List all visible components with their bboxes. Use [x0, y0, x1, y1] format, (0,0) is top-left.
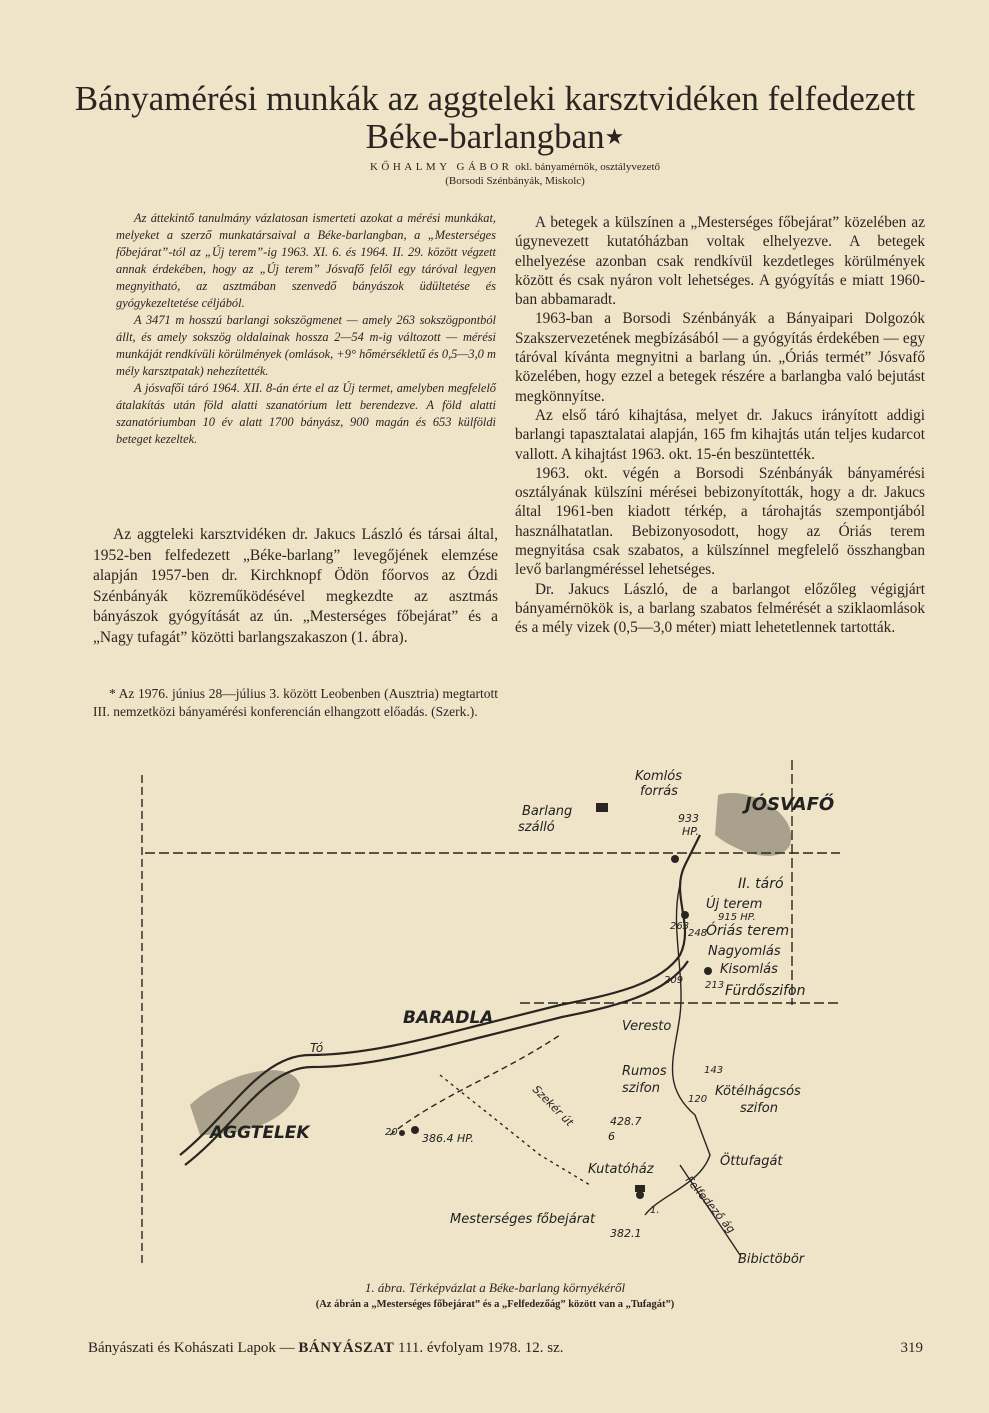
- page-number: 319: [900, 1340, 923, 1356]
- map-label-248: 248: [688, 928, 708, 939]
- node-point: [681, 911, 689, 919]
- map-label-kisomlas: Kisomlás: [720, 962, 778, 977]
- map-label-szifon-kotel: szifon: [740, 1101, 778, 1116]
- body-paragraph: Az aggteleki karsztvidéken dr. Jakucs László és társai által, 1952-ben felfedezett „Béke-barlang” levegőjének elemzése alapján 1957-ben dr. Kirchknopf Ödön főorvos az Ózdi Szénbányák közreműködésével megkezdte az asztmás bányászok gyógyítását az ún. „Mesterséges főbejárat” és a „Nagy tufagát” közötti barlangszakaszon (1. ábra).: [93, 526, 498, 646]
- map-label-furdoszifon: Fürdőszifon: [725, 983, 806, 999]
- map-label-120: 120: [688, 1094, 708, 1105]
- map-label-szallo: szálló: [518, 820, 555, 835]
- map-label-vereso: Veresto: [622, 1019, 672, 1034]
- author-name: KŐHALMY GÁBOR: [369, 161, 513, 173]
- map-label-aggtelek: AGGTELEK: [210, 1123, 310, 1143]
- map-label-hp: HP.: [682, 825, 699, 838]
- map-label-orias-terem: Óriás terem: [706, 923, 790, 939]
- journal-issue: 111. évfolyam 1978. 12. sz.: [398, 1340, 564, 1356]
- map-label-nagyomlas: Nagyomlás: [708, 944, 781, 959]
- figure-caption: [150, 1280, 840, 1310]
- map-label-hp386: 386.4 HP.: [422, 1132, 474, 1145]
- map-label-szifon-rumos: szifon: [622, 1081, 660, 1096]
- body-paragraph: Az első táró kihajtása, melyet dr. Jakucs irányított addigi barlangi tapasztalatai alapján, 165 fm kihajtás után teljes kudarcot vallott. A kihajtást 1963. okt. 15-én beszüntették.: [515, 406, 925, 463]
- node-point: [411, 1126, 419, 1134]
- map-label-bibictobor: Bibictöbör: [738, 1252, 805, 1267]
- body-paragraph: A betegek a külszínen a „Mesterséges főbejárat” közelében az úgynevezett kutatóházban voltak elhelyezve. A betegek elhelyezése azonban csak rendkívül kezdetleges körülmények között és csak nyáron volt lehetséges. A gyógyítás e miatt 1960-ban abbamaradt.: [515, 214, 925, 309]
- cave-map: [140, 755, 840, 1275]
- journal-line: [88, 1340, 564, 1357]
- map-label-hp428: 428.7: [610, 1115, 642, 1128]
- kutatohaz-marker: [635, 1185, 645, 1192]
- road-to-kutatohaz: [440, 1075, 590, 1185]
- footnote-text: * Az 1976. június 28—július 3. között Leobenben (Ausztria) megtartott III. nemzetközi bányamérési konferencián elhangzott előadás. (Szerk.).: [93, 686, 498, 719]
- journal-section: BÁNYÁSZAT: [298, 1340, 395, 1356]
- title-line-1: Bányamérési munkák az aggteleki karsztvidéken felfedezett: [74, 79, 916, 118]
- title-line-2: Béke-barlangban: [365, 117, 605, 156]
- node-point: [704, 967, 712, 975]
- map-label-1: 1.: [650, 1205, 660, 1216]
- map-label-209: 209: [664, 975, 684, 986]
- map-label-baradla: BARADLA: [403, 1008, 494, 1028]
- journal-prefix: Bányászati és Kohászati Lapok —: [88, 1340, 295, 1356]
- author-block: [300, 160, 730, 188]
- map-label-rumos: Rumos: [622, 1064, 667, 1079]
- map-label-hp933: 933: [678, 812, 699, 825]
- title-star: ★: [604, 124, 625, 149]
- road-line: [390, 1035, 560, 1135]
- abstract-paragraph: A jósvafői táró 1964. XII. 8-án érte el az Új termet, amelyben megfelelő átalakítás után föld alatti szanatórium lett berendezve. A föld alatti szanatóriumban 10 év alatt 1700 bányász, 900 magán és 653 külföldi beteget kezeltek.: [116, 381, 496, 446]
- abstract-paragraph: Az áttekintő tanulmány vázlatosan ismerteti azokat a mérési munkákat, melyeket a szerző munkatársaival a Béke-barlangban, a „Mesterséges főbejárat”-tól az „Új terem”-ig 1963. XI. 6. és 1964. II. 29. között végzett annak érdekében, hogy az „Új terem” Jósvafő felől egy táróval legyen megnyitható, az asztmában szenvedő bányászok üdültetése és gyógykezeltetése céljából.: [116, 211, 496, 310]
- map-label-143: 143: [704, 1065, 724, 1076]
- map-label-komlos: Komlós: [635, 769, 683, 784]
- caption-title: 1. ábra. Térképvázlat a Béke-barlang környékéről: [364, 1280, 626, 1295]
- map-label-kutatohaz: Kutatóház: [588, 1162, 654, 1177]
- map-label-20: 20: [385, 1127, 398, 1138]
- page-footer: [88, 1340, 923, 1357]
- map-label-felfedezo-ag: Felfedező ág: [682, 1173, 738, 1236]
- map-label-szeker-ut: Szekér út: [529, 1082, 576, 1129]
- map-label-taro2: II. táró: [738, 876, 784, 892]
- body-paragraph: Dr. Jakucs László, de a barlangot előzőleg végigjárt bányamérnökök is, a barlang szabatos felmérését a sziklaomlások és a mély vizek (0,5—3,0 méter) miatt lehetetlennek tartották.: [515, 580, 925, 637]
- body-left-column: [93, 525, 498, 648]
- map-label-to: Tó: [310, 1041, 324, 1055]
- node-point: [399, 1130, 405, 1136]
- body-paragraph: 1963. okt. végén a Borsodi Szénbányák bányamérési osztályának külszíni mérései bebizonyították, hogy a dr. Jakucs által 1961-ben kiadott térkép, a tárohajtás szempontjából használhatatlan. Bebizonyosodott, hogy az Óriás terem megnyitása csak szabatos, a külszínnel megfelelő összhangban levő barlangméréssel lehetséges.: [515, 464, 925, 579]
- author-role: okl. bányamérnök, osztályvezető: [515, 161, 661, 173]
- abstract: [116, 210, 496, 448]
- map-label-forras: forrás: [640, 784, 678, 799]
- node-point: [671, 855, 679, 863]
- map-label-kotelhagcsos: Kötélhágcsós: [715, 1084, 801, 1099]
- abstract-paragraph: A 3471 m hosszú barlangi sokszögmenet — amely 263 sokszögpontból állt, és amely sokszög oldalainak hossza 2—54 m-ig változott — mérési munkáját rendkívüli körülmények (omlások, +9° hőmérsékletű és 0,5—3,0 m mély karsztpatak) nehezítették.: [116, 313, 496, 378]
- author-affiliation: (Borsodi Szénbányák, Miskolc): [445, 175, 585, 187]
- map-label-mesterseges: Mesterséges főbejárat: [450, 1212, 596, 1227]
- article-title: [60, 80, 930, 156]
- map-label-hp915: 915 HP.: [718, 912, 756, 923]
- map-label-hp6: 6: [608, 1130, 615, 1143]
- map-label-213: 213: [705, 980, 725, 991]
- barlang-szallo-marker: [596, 803, 608, 812]
- map-label-ottufagat: Öttufagát: [720, 1154, 783, 1169]
- footnote: [93, 685, 498, 720]
- body-paragraph: 1963-ban a Borsodi Szénbányák a Bányaipari Dolgozók Szakszervezetének megbízásából — a gyógyítás érdekében — egy táróval kívánta megnyitni a barlang ún. „Óriás termét” Jósvafő közelében, hogy ezzel a betegek részére a barlangba való bejutást megkönnyítse.: [515, 310, 925, 405]
- map-label-barlang: Barlang: [522, 804, 573, 819]
- node-point: [636, 1191, 644, 1199]
- body-right-column: [515, 213, 925, 638]
- map-label-josvafo: JÓSVAFŐ: [745, 794, 835, 815]
- map-label-382: 382.1: [610, 1227, 642, 1240]
- map-label-263: 263: [670, 921, 690, 932]
- map-label-uj-terem: Új terem: [706, 897, 763, 912]
- caption-note: (Az ábrán a „Mesterséges főbejárat” és a „Felfedezőág” között van a „Tufagát”): [315, 1299, 675, 1310]
